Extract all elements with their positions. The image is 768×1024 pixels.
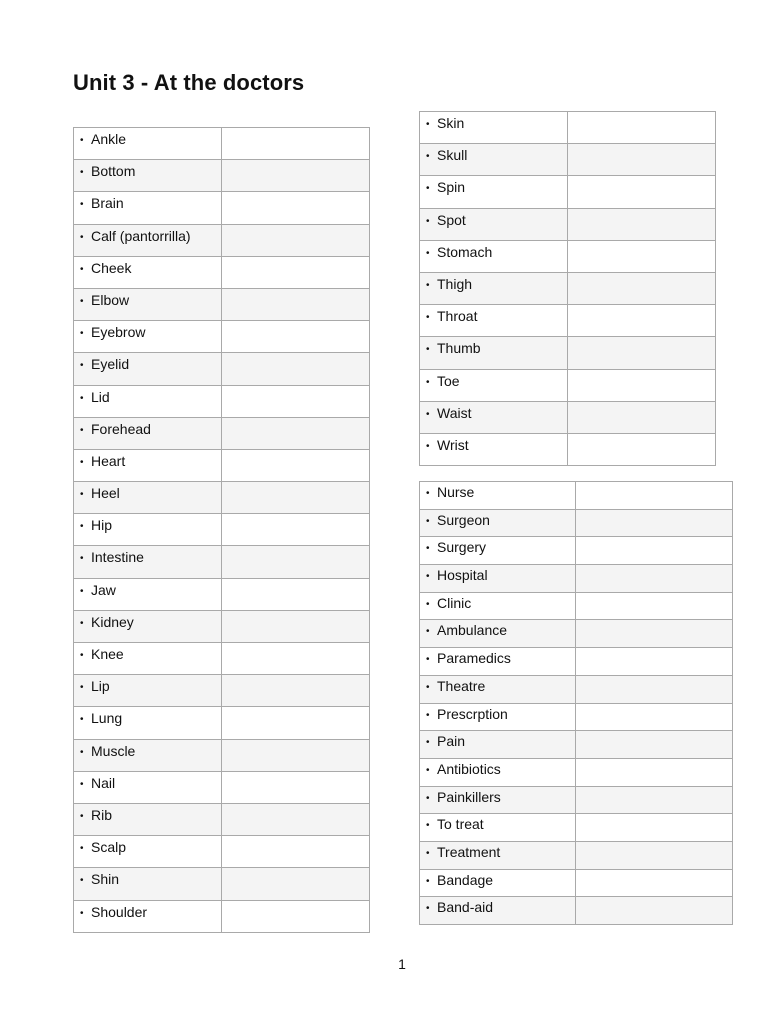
vocab-term-cell: [420, 841, 576, 869]
translation-blank-cell[interactable]: [222, 675, 370, 707]
table-row: [420, 703, 733, 731]
translation-blank-cell[interactable]: [576, 620, 733, 648]
translation-blank-cell[interactable]: [576, 509, 733, 537]
vocab-term: Eyelid: [91, 356, 130, 373]
bullet-icon: •: [426, 215, 430, 227]
vocab-term: Antibiotics: [437, 760, 501, 777]
bullet-icon: •: [80, 778, 84, 790]
vocab-term: Intestine: [91, 549, 144, 566]
table-row: [420, 648, 733, 676]
vocab-term: Thigh: [437, 275, 473, 292]
translation-blank-cell[interactable]: [222, 288, 370, 320]
translation-blank-cell[interactable]: [222, 771, 370, 803]
vocab-term: Paramedics: [437, 650, 511, 667]
vocab-term-cell: [420, 369, 568, 401]
bullet-icon: •: [426, 376, 430, 388]
translation-blank-cell[interactable]: [568, 240, 716, 272]
table-row: [420, 509, 733, 537]
bullet-icon: •: [426, 571, 430, 583]
translation-blank-cell[interactable]: [222, 321, 370, 353]
vocab-term-cell: [420, 176, 568, 208]
table-row: [420, 675, 733, 703]
bullet-icon: •: [80, 521, 84, 533]
vocab-term-cell: [74, 385, 222, 417]
bullet-icon: •: [80, 746, 84, 758]
translation-blank-cell[interactable]: [576, 814, 733, 842]
vocab-term: Bandage: [437, 871, 494, 888]
table-row: [420, 592, 733, 620]
translation-blank-cell[interactable]: [568, 433, 716, 465]
vocab-term-cell: [74, 900, 222, 932]
vocab-term-cell: [74, 224, 222, 256]
bullet-icon: •: [426, 792, 430, 804]
bullet-icon: •: [426, 119, 430, 130]
vocab-term: Clinic: [437, 594, 472, 611]
table-row: [74, 836, 370, 868]
vocab-term-cell: [74, 449, 222, 481]
vocab-term-cell: [420, 648, 576, 676]
vocab-term: Nurse: [437, 484, 475, 500]
vocab-term: Brain: [91, 195, 124, 212]
vocab-term: Muscle: [91, 742, 136, 759]
table-row: [74, 256, 370, 288]
translation-blank-cell[interactable]: [576, 703, 733, 731]
vocab-term: Jaw: [91, 581, 116, 598]
vocab-term-cell: [420, 675, 576, 703]
bullet-icon: •: [426, 247, 430, 259]
vocab-term-cell: [74, 803, 222, 835]
translation-blank-cell[interactable]: [222, 417, 370, 449]
vocab-term: Hospital: [437, 567, 488, 584]
vocab-term-cell: [420, 703, 576, 731]
vocab-term-cell: [74, 482, 222, 514]
table-row: [74, 514, 370, 546]
bullet-icon: •: [426, 654, 430, 666]
vocab-term: Nail: [91, 774, 116, 791]
table-row: [420, 369, 716, 401]
table-row: [74, 353, 370, 385]
vocab-term: Rib: [91, 806, 113, 823]
translation-blank-cell[interactable]: [576, 592, 733, 620]
table-row: [420, 112, 716, 144]
vocab-term-cell: [420, 537, 576, 565]
translation-blank-cell[interactable]: [576, 731, 733, 759]
translation-blank-cell[interactable]: [222, 256, 370, 288]
translation-blank-cell[interactable]: [568, 337, 716, 369]
translation-blank-cell[interactable]: [568, 208, 716, 240]
table-row: [74, 739, 370, 771]
vocab-term: Pain: [437, 733, 466, 750]
vocab-term-cell: [74, 514, 222, 546]
vocab-term-cell: [74, 836, 222, 868]
vocab-term: Prescrption: [437, 705, 508, 722]
translation-blank-cell[interactable]: [222, 192, 370, 224]
table-row: [420, 176, 716, 208]
bullet-icon: •: [80, 843, 84, 855]
bullet-icon: •: [80, 167, 84, 179]
table-row: [74, 643, 370, 675]
vocab-term: To treat: [437, 816, 484, 833]
vocab-term: Theatre: [437, 677, 486, 694]
vocab-term: Shoulder: [91, 903, 148, 920]
table-row: [74, 417, 370, 449]
vocab-term: Spin: [437, 179, 466, 196]
vocab-term-cell: [74, 610, 222, 642]
translation-blank-cell[interactable]: [222, 643, 370, 675]
vocab-term: Heart: [91, 452, 126, 469]
table-row: [420, 482, 733, 510]
translation-blank-cell[interactable]: [576, 648, 733, 676]
translation-blank-cell[interactable]: [222, 353, 370, 385]
vocab-term: Treatment: [437, 843, 501, 860]
vocab-term: Thumb: [437, 340, 481, 357]
table-row: [74, 675, 370, 707]
table-row: [74, 321, 370, 353]
vocab-term-cell: [420, 731, 576, 759]
table-row: [420, 897, 733, 925]
bullet-icon: •: [80, 392, 84, 404]
translation-blank-cell[interactable]: [222, 868, 370, 900]
vocab-term: Ambulance: [437, 622, 508, 639]
bullet-icon: •: [426, 183, 430, 195]
bullet-icon: •: [426, 344, 430, 356]
bullet-icon: •: [426, 681, 430, 693]
table-row: [420, 401, 716, 433]
vocab-term-cell: [420, 592, 576, 620]
vocab-term-cell: [420, 272, 568, 304]
vocab-table-medical: [419, 481, 733, 925]
bullet-icon: •: [80, 328, 84, 340]
bullet-icon: •: [80, 714, 84, 726]
vocab-term: Bottom: [91, 163, 136, 180]
translation-blank-cell[interactable]: [576, 869, 733, 897]
vocab-term-cell: [74, 707, 222, 739]
vocab-term: Knee: [91, 646, 124, 662]
vocab-term: Lid: [91, 388, 110, 405]
vocab-term: Skull: [437, 147, 468, 164]
translation-blank-cell[interactable]: [222, 514, 370, 546]
vocab-term-cell: [420, 869, 576, 897]
vocab-term-cell: [420, 897, 576, 925]
translation-blank-cell[interactable]: [568, 144, 716, 176]
vocab-term-cell: [420, 786, 576, 814]
vocab-term: Shin: [91, 871, 120, 888]
bullet-icon: •: [426, 543, 430, 555]
table-row: [420, 620, 733, 648]
vocab-term: Waist: [437, 404, 472, 421]
bullet-icon: •: [80, 135, 84, 146]
vocab-term-cell: [420, 433, 568, 465]
vocab-term: Calf (pantorrilla): [91, 227, 191, 244]
translation-blank-cell[interactable]: [222, 546, 370, 578]
table-row: [420, 337, 716, 369]
bullet-icon: •: [80, 489, 84, 501]
table-row: [74, 128, 370, 160]
vocab-term: Throat: [437, 308, 478, 325]
vocab-term-cell: [74, 771, 222, 803]
vocab-term-cell: [74, 160, 222, 192]
vocab-term: Lip: [91, 678, 110, 695]
translation-blank-cell[interactable]: [576, 482, 733, 510]
translation-blank-cell[interactable]: [568, 176, 716, 208]
translation-blank-cell[interactable]: [568, 112, 716, 144]
vocab-term: Surgeon: [437, 511, 490, 528]
translation-blank-cell[interactable]: [222, 128, 370, 160]
vocab-table-body-parts-2: [419, 111, 716, 466]
table-row: [74, 610, 370, 642]
translation-blank-cell[interactable]: [222, 578, 370, 610]
table-row: [74, 192, 370, 224]
bullet-icon: •: [80, 650, 84, 661]
table-row: [420, 272, 716, 304]
bullet-icon: •: [80, 199, 84, 211]
translation-blank-cell[interactable]: [576, 786, 733, 814]
bullet-icon: •: [80, 682, 84, 694]
vocab-term: Scalp: [91, 839, 127, 856]
table-row: [74, 546, 370, 578]
bullet-icon: •: [80, 263, 84, 275]
bullet-icon: •: [80, 424, 84, 436]
table-row: [74, 578, 370, 610]
table-row: [420, 433, 716, 465]
vocab-term-cell: [420, 337, 568, 369]
vocab-term-cell: [74, 643, 222, 675]
vocab-term-cell: [74, 578, 222, 610]
vocab-term-cell: [420, 305, 568, 337]
vocab-term: Painkillers: [437, 788, 501, 805]
bullet-icon: •: [80, 553, 84, 565]
vocab-term-cell: [420, 509, 576, 537]
vocab-term-cell: [420, 144, 568, 176]
translation-blank-cell[interactable]: [222, 803, 370, 835]
vocab-term: Spot: [437, 211, 466, 228]
table-row: [74, 900, 370, 932]
table-row: [74, 707, 370, 739]
vocab-term-cell: [74, 256, 222, 288]
translation-blank-cell[interactable]: [568, 305, 716, 337]
bullet-icon: •: [80, 875, 84, 887]
translation-blank-cell[interactable]: [576, 841, 733, 869]
bullet-icon: •: [426, 903, 430, 915]
vocab-term-cell: [420, 620, 576, 648]
vocab-term: Hip: [91, 517, 113, 534]
bullet-icon: •: [426, 279, 430, 291]
translation-blank-cell[interactable]: [222, 160, 370, 192]
vocab-term: Eyebrow: [91, 324, 146, 341]
table-row: [420, 841, 733, 869]
bullet-icon: •: [426, 764, 430, 776]
vocab-term: Lung: [91, 710, 123, 727]
translation-blank-cell[interactable]: [222, 707, 370, 739]
vocab-term-cell: [74, 321, 222, 353]
vocab-table-body-parts-1: [73, 127, 370, 933]
bullet-icon: •: [426, 847, 430, 859]
vocab-term-cell: [420, 758, 576, 786]
vocab-term-cell: [420, 482, 576, 510]
table-row: [74, 771, 370, 803]
page-title: Unit 3 - At the doctors: [73, 70, 305, 95]
translation-blank-cell[interactable]: [222, 610, 370, 642]
translation-blank-cell[interactable]: [568, 401, 716, 433]
vocab-term: Skin: [437, 115, 465, 131]
translation-blank-cell[interactable]: [222, 900, 370, 932]
table-row: [74, 224, 370, 256]
bullet-icon: •: [426, 312, 430, 324]
vocab-term: Elbow: [91, 291, 130, 308]
table-row: [420, 537, 733, 565]
vocab-term: Ankle: [91, 131, 127, 147]
table-row: [420, 565, 733, 593]
translation-blank-cell[interactable]: [576, 537, 733, 565]
translation-blank-cell[interactable]: [576, 675, 733, 703]
vocab-term: Toe: [437, 372, 460, 389]
vocab-term: Kidney: [91, 613, 134, 630]
vocab-term: Band-aid: [437, 899, 494, 916]
bullet-icon: •: [426, 737, 430, 749]
vocab-term-cell: [74, 288, 222, 320]
table-row: [74, 803, 370, 835]
vocab-term-cell: [420, 112, 568, 144]
translation-blank-cell[interactable]: [568, 272, 716, 304]
bullet-icon: •: [80, 617, 84, 629]
table-row: [74, 482, 370, 514]
table-row: [74, 868, 370, 900]
vocab-term-cell: [74, 353, 222, 385]
bullet-icon: •: [80, 360, 84, 372]
vocab-term-cell: [420, 814, 576, 842]
table-row: [74, 288, 370, 320]
translation-blank-cell[interactable]: [576, 897, 733, 925]
vocab-term: Cheek: [91, 259, 132, 276]
vocab-term-cell: [74, 417, 222, 449]
translation-blank-cell[interactable]: [568, 369, 716, 401]
vocab-term: Stomach: [437, 243, 493, 260]
bullet-icon: •: [426, 151, 430, 163]
vocab-term-cell: [74, 868, 222, 900]
translation-blank-cell[interactable]: [222, 836, 370, 868]
table-row: [74, 385, 370, 417]
translation-blank-cell[interactable]: [222, 739, 370, 771]
vocab-term-cell: [420, 240, 568, 272]
table-row: [420, 240, 716, 272]
vocab-term: Heel: [91, 485, 120, 502]
translation-blank-cell[interactable]: [576, 758, 733, 786]
bullet-icon: •: [80, 295, 84, 307]
bullet-icon: •: [426, 820, 430, 832]
vocab-term: Wrist: [437, 436, 469, 453]
bullet-icon: •: [426, 598, 430, 610]
table-row: [420, 305, 716, 337]
bullet-icon: •: [426, 515, 430, 527]
bullet-icon: •: [426, 709, 430, 721]
translation-blank-cell[interactable]: [222, 224, 370, 256]
vocab-term-cell: [420, 208, 568, 240]
table-row: [420, 869, 733, 897]
bullet-icon: •: [80, 231, 84, 243]
bullet-icon: •: [80, 810, 84, 822]
table-row: [420, 144, 716, 176]
vocab-term-cell: [420, 565, 576, 593]
bullet-icon: •: [426, 875, 430, 887]
bullet-icon: •: [426, 408, 430, 420]
vocab-term: Forehead: [91, 420, 151, 437]
bullet-icon: •: [80, 585, 84, 597]
bullet-icon: •: [426, 440, 430, 452]
table-row: [74, 160, 370, 192]
table-row: [74, 449, 370, 481]
table-row: [420, 758, 733, 786]
vocab-term: Surgery: [437, 539, 487, 556]
bullet-icon: •: [426, 626, 430, 638]
vocab-term-cell: [74, 546, 222, 578]
translation-blank-cell[interactable]: [222, 482, 370, 514]
vocab-term-cell: [420, 401, 568, 433]
translation-blank-cell[interactable]: [222, 385, 370, 417]
translation-blank-cell[interactable]: [222, 449, 370, 481]
table-row: [420, 731, 733, 759]
vocab-term-cell: [74, 192, 222, 224]
bullet-icon: •: [426, 488, 430, 499]
bullet-icon: •: [80, 907, 84, 919]
vocab-term-cell: [74, 128, 222, 160]
vocab-term-cell: [74, 739, 222, 771]
page-number: 1: [398, 956, 406, 972]
table-row: [420, 814, 733, 842]
vocab-term-cell: [74, 675, 222, 707]
table-row: [420, 786, 733, 814]
translation-blank-cell[interactable]: [576, 565, 733, 593]
table-row: [420, 208, 716, 240]
bullet-icon: •: [80, 456, 84, 468]
